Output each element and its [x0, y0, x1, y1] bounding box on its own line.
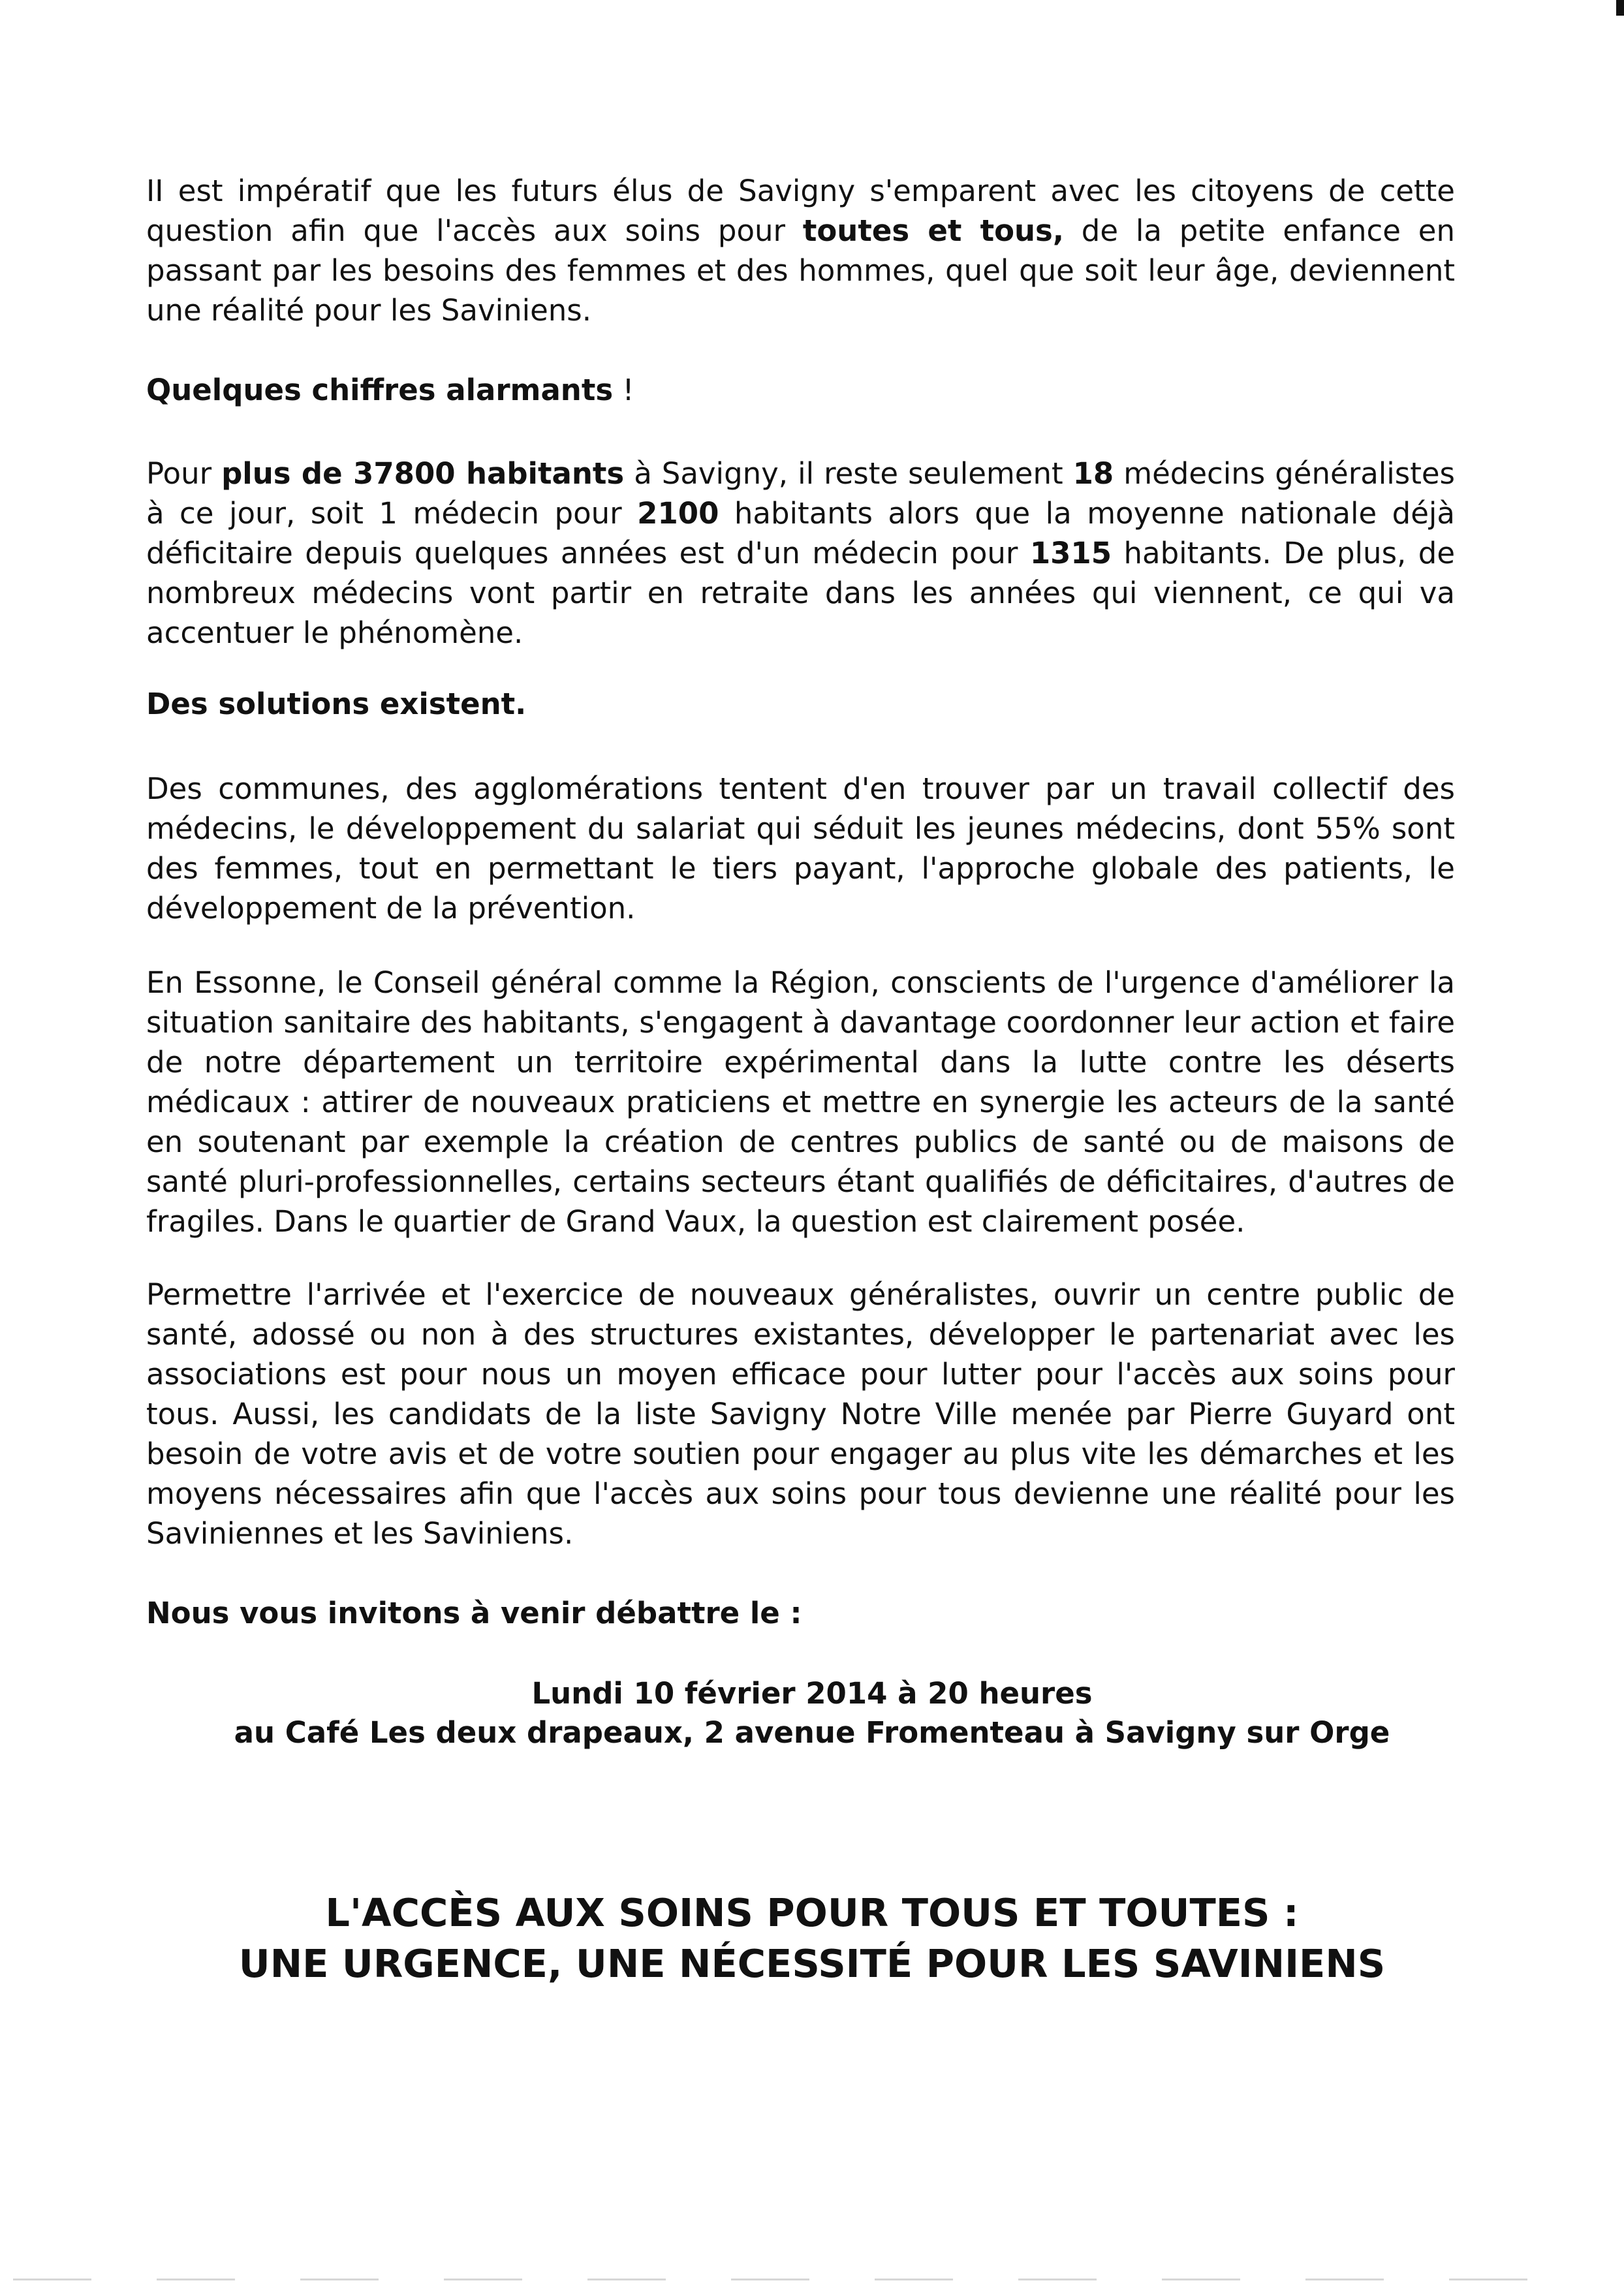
figures-ratio-local: 2100	[637, 496, 719, 531]
slogan-line-1: L'ACCÈS AUX SOINS POUR TOUS ET TOUTES :	[325, 1890, 1299, 1935]
heading-alarming-figures-punct: !	[613, 373, 634, 407]
event-date: Lundi 10 février 2014 à 20 heures	[531, 1676, 1093, 1711]
heading-alarming-figures	[146, 370, 634, 410]
solutions-paragraph: Des communes, des agglomérations tentent d'en trouver par un travail collectif des médecins, le développement du salariat qui séduit les jeunes médecins, dont 55% sont des femmes, tout en permettant le tiers payant, l'approche globale des patients, le développement de la prévention.	[146, 771, 1455, 926]
scan-corner-mark	[1616, 0, 1624, 16]
closing-slogan	[146, 1888, 1478, 1989]
invitation-heading: Nous vous invitons à venir débattre le :	[146, 1596, 802, 1630]
figures-text-4: habitants alors que la moyenne nationale déjà déficitaire depuis quelques années est d'un médecin pour	[146, 496, 1455, 570]
event-details	[146, 1674, 1478, 1752]
heading-solutions: Des solutions existent.	[146, 687, 527, 721]
essonne-paragraph: En Essonne, le Conseil général comme la Région, conscients de l'urgence d'améliorer la situation sanitaire des habitants, s'engagent à davantage coordonner leur action et faire de notre département un territoire expérimental dans la lutte contre les déserts médicaux : attirer de nouveaux praticiens et mettre en synergie les acteurs de la santé en soutenant par exemple la création de centres publics de santé ou de maisons de santé pluri-professionnelles, certains secteurs étant qualifiés de déficitaires, d'autres de fragiles. Dans le quartier de Grand Vaux, la question est clairement posée.	[146, 965, 1455, 1239]
figures-text-3: médecins généralistes à ce jour, soit 1 médecin pour	[146, 456, 1455, 531]
figures-text-2: à Savigny, il reste seulement	[624, 456, 1073, 491]
scan-edge-artifact	[13, 2279, 1580, 2280]
intro-text-start: II est impératif que les futurs élus de Savigny s'emparent avec les citoyens de cette question afin que l'accès aux soins pour	[146, 174, 1455, 248]
heading-alarming-figures-text: Quelques chiffres alarmants	[146, 373, 614, 407]
figures-doctors-count: 18	[1072, 456, 1114, 491]
figures-text-1: Pour	[146, 456, 222, 491]
figures-text-5: habitants. De plus, de nombreux médecins vont partir en retraite dans les années qui viennent, ce qui va accentuer le phénomène.	[146, 536, 1455, 650]
proposal-paragraph: Permettre l'arrivée et l'exercice de nouveaux généralistes, ouvrir un centre public de santé, adossé ou non à des structures existantes, développer le partenariat avec les associations est pour nous un moyen efficace pour lutter pour l'accès aux soins pour tous. Aussi, les candidats de la liste Savigny Notre Ville menée par Pierre Guyard ont besoin de votre avis et de votre soutien pour engager au plus vite les démarches et les moyens nécessaires afin que l'accès aux soins pour tous devienne une réalité pour les Saviniennes et les Saviniens.	[146, 1277, 1455, 1551]
figures-paragraph	[146, 454, 1455, 653]
intro-emphasis: toutes et tous,	[802, 213, 1064, 248]
figures-inhabitants: plus de 37800 habitants	[221, 456, 625, 491]
figures-ratio-national: 1315	[1029, 536, 1112, 570]
intro-paragraph	[146, 171, 1455, 330]
intro-text-end: de la petite enfance en passant par les besoins des femmes et des hommes, quel que soit leur âge, deviennent une réalité pour les Saviniens.	[146, 213, 1455, 328]
event-location: au Café Les deux drapeaux, 2 avenue Fromenteau à Savigny sur Orge	[234, 1715, 1390, 1750]
slogan-line-2: UNE URGENCE, UNE NÉCESSITÉ POUR LES SAVINIENS	[238, 1941, 1386, 1986]
